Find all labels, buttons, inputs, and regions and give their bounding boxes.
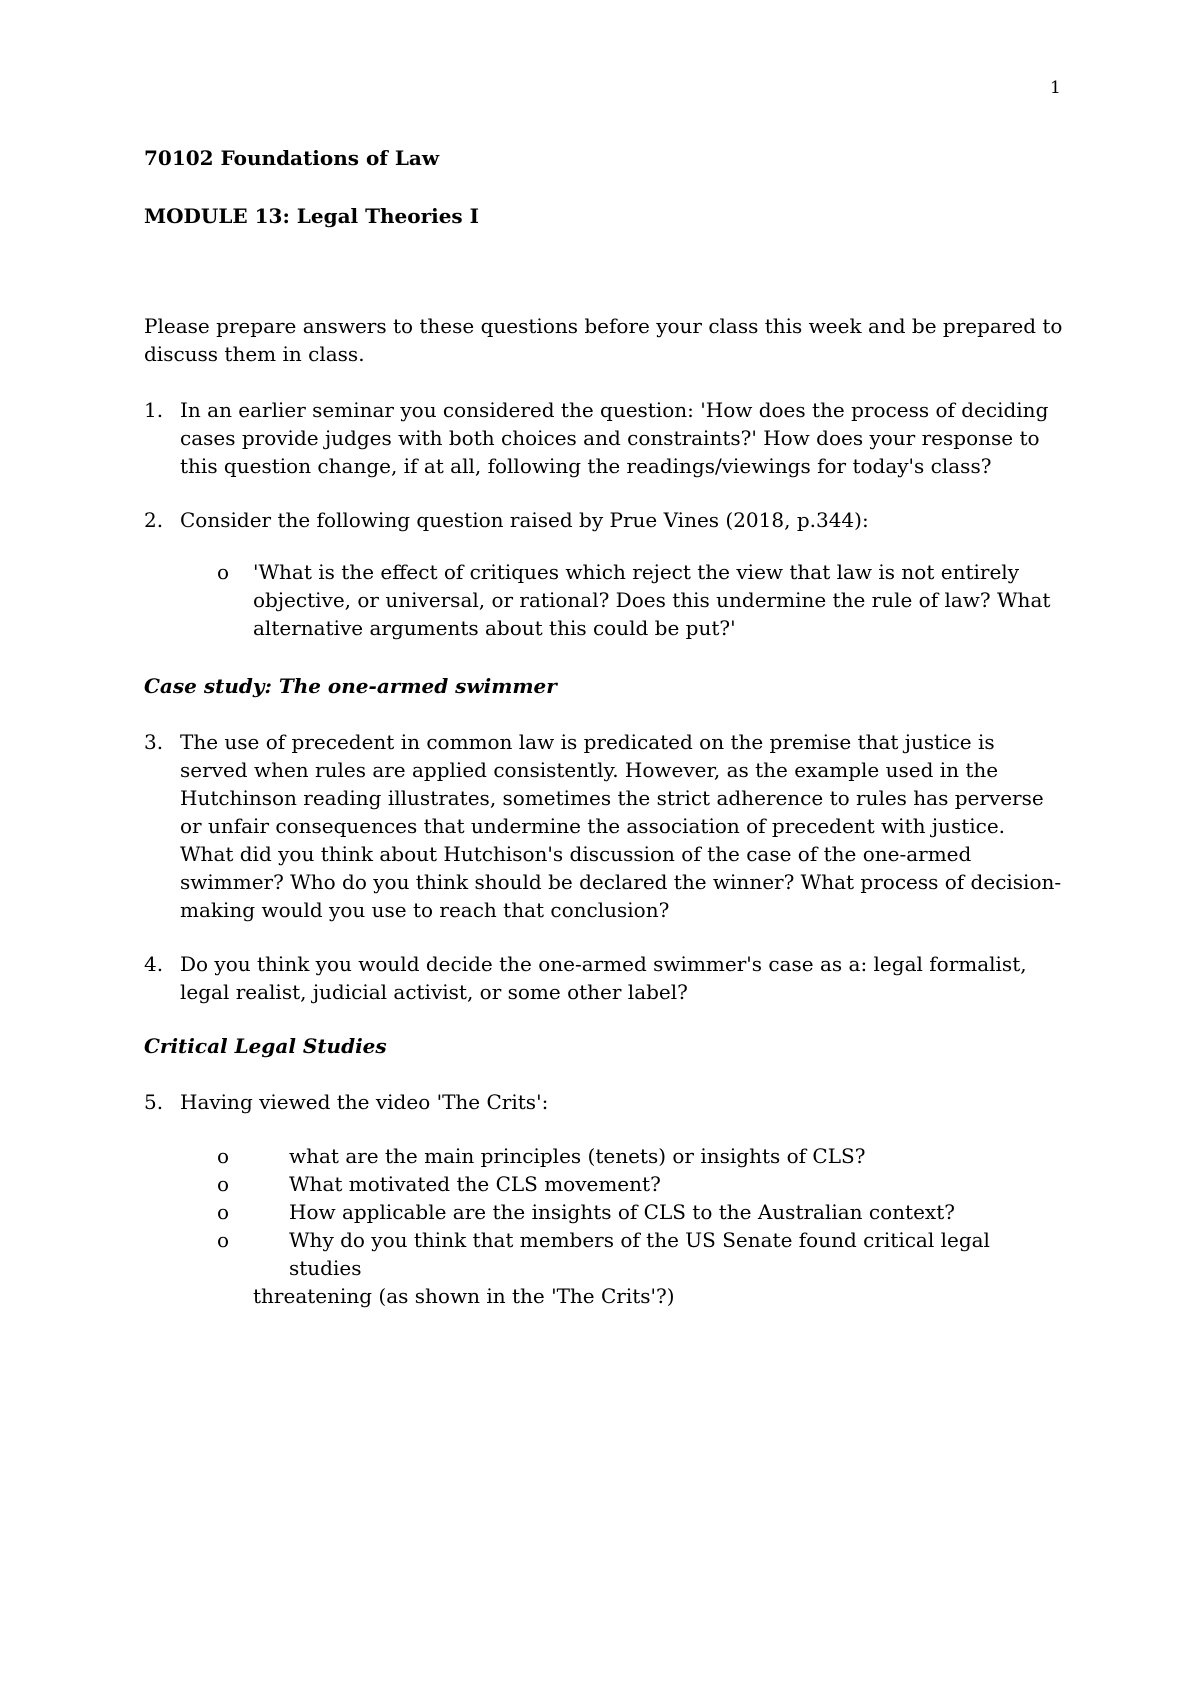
quote-text: 'What is the effect of critiques which reject the view that law is not entirely objective, or universal, or rational? Does this undermine the rule of law? What alternative arguments about this could be put?' — [253, 560, 1051, 640]
question-number: 1. — [144, 398, 164, 422]
quote-bullet — [217, 558, 1057, 642]
question-text: Having viewed the video 'The Crits': — [180, 1090, 549, 1114]
module-title: MODULE 13: Legal Theories I — [144, 204, 480, 228]
bullet-marker: o — [217, 1228, 230, 1252]
question-5 — [144, 1088, 1064, 1116]
bullet-marker: o — [217, 1200, 230, 1224]
course-title: 70102 Foundations of Law — [144, 146, 440, 170]
question-number: 5. — [144, 1090, 164, 1114]
cls-heading: Critical Legal Studies — [144, 1034, 387, 1058]
question-text: In an earlier seminar you considered the question: 'How does the process of deciding cases provide judges with both choices and constraints?' How does your response to this question change, if at all, following the readings/viewings for today's class? — [180, 398, 1049, 478]
question-4 — [144, 950, 1064, 1006]
question-1 — [144, 396, 1064, 480]
bullet-text: what are the main principles (tenets) or insights of CLS? — [289, 1144, 866, 1168]
question-3 — [144, 728, 1064, 924]
bullet-text: What motivated the CLS movement? — [289, 1172, 661, 1196]
question-number: 3. — [144, 730, 164, 754]
intro-paragraph: Please prepare answers to these questions before your class this week and be prepared to discuss them in class. — [144, 314, 1063, 366]
cls-bullet-4 — [217, 1226, 1057, 1310]
question-number: 2. — [144, 508, 164, 532]
case-study-heading: Case study: The one-armed swimmer — [144, 674, 557, 698]
question-text: Do you think you would decide the one-armed swimmer's case as a: legal formalist, legal realist, judicial activist, or some other label? — [180, 952, 1027, 1004]
bullet-marker: o — [217, 560, 230, 584]
question-text: Consider the following question raised by Prue Vines (2018, p.344): — [180, 508, 869, 532]
question-number: 4. — [144, 952, 164, 976]
cls-bullet-3 — [217, 1198, 1057, 1226]
question-text: The use of precedent in common law is predicated on the premise that justice is served when rules are applied consistently. However, as the example used in the Hutchinson reading illustrates, sometimes the strict adherence to rules has perverse or unfair consequences that undermine the association of precedent with justice. What did you think about Hutchison's discussion of the case of the one-armed swimmer? Who do you think should be declared the winner? What process of decision-making would you use to reach that conclusion? — [180, 730, 1062, 922]
bullet-text: Why do you think that members of the US Senate found critical legal studies — [289, 1228, 990, 1280]
bullet-text: How applicable are the insights of CLS to the Australian context? — [289, 1200, 955, 1224]
bullet-marker: o — [217, 1172, 230, 1196]
question-2 — [144, 506, 1064, 534]
bullet-marker: o — [217, 1144, 230, 1168]
cls-bullet-1 — [217, 1142, 1057, 1170]
page-number: 1 — [1050, 78, 1061, 98]
cls-bullet-2 — [217, 1170, 1057, 1198]
bullet-continuation: threatening (as shown in the 'The Crits'?) — [253, 1284, 675, 1308]
